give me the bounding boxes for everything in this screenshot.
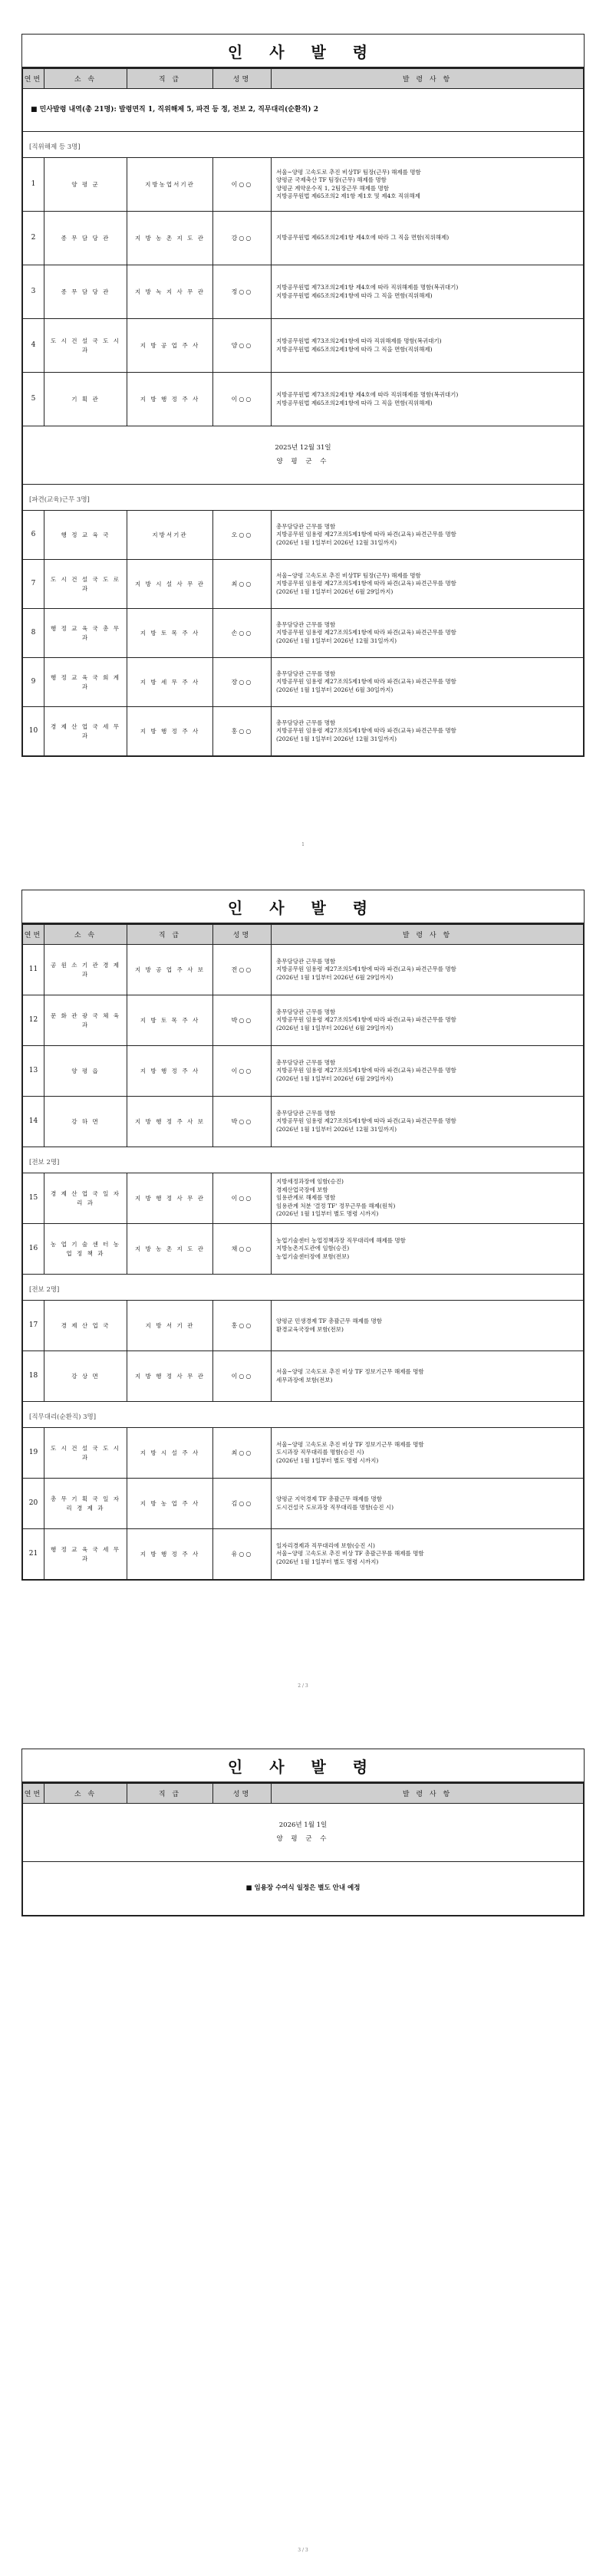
action-line: 양평군 국제축산 TF 팀장(근무) 해제를 명함 bbox=[276, 176, 387, 183]
row-name: 정○○ bbox=[213, 265, 272, 319]
action-line: (2026년 1월 1일부터 2026년 12월 31일까지) bbox=[276, 1125, 397, 1133]
action-line: (2026년 1월 1일부터 별도 명령 시까지) bbox=[276, 1210, 379, 1218]
document-title: 인 사 발 령 bbox=[227, 898, 379, 917]
table-body bbox=[23, 89, 584, 158]
table-row bbox=[23, 265, 584, 319]
row-name: 장○○ bbox=[213, 658, 272, 707]
action-line: 환경교육국장에 보함(전보) bbox=[276, 1325, 344, 1333]
table-row bbox=[23, 609, 584, 658]
row-name: 오○○ bbox=[213, 511, 272, 560]
action-line: (2026년 1월 1일부터 2026년 6월 29일까지) bbox=[276, 973, 394, 981]
row-rank: 지 방 행 정 주 사 bbox=[127, 373, 213, 426]
row-rank: 지 방 세 무 주 사 bbox=[127, 658, 213, 707]
table-row bbox=[23, 1301, 584, 1351]
table-row bbox=[23, 945, 584, 995]
header-dept: 소 속 bbox=[44, 925, 127, 945]
header-dept: 소 속 bbox=[44, 1784, 127, 1804]
row-name: 강○○ bbox=[213, 212, 272, 265]
row-number: 13 bbox=[23, 1046, 44, 1097]
header-name: 성명 bbox=[213, 69, 272, 89]
row-rank: 지 방 행 정 주 사 bbox=[127, 1046, 213, 1097]
action-line: 농업기술센터 농업정책과장 직무대리에 해제를 명함 bbox=[276, 1236, 406, 1244]
action-line: 총무담당관 근무를 명함 bbox=[276, 1109, 336, 1117]
row-rank: 지 방 공 업 주 사 bbox=[127, 319, 213, 373]
row-action bbox=[272, 1173, 584, 1224]
row-name: 홍○○ bbox=[213, 1301, 272, 1351]
group-heading: [전보 2명] bbox=[23, 1275, 584, 1301]
row-department: 강 하 면 bbox=[44, 1097, 127, 1147]
row-action bbox=[272, 658, 584, 707]
row-department: 도 시 건 설 국 도 로 과 bbox=[44, 560, 127, 609]
header-no: 연번 bbox=[23, 925, 44, 945]
row-name: 이○○ bbox=[213, 158, 272, 212]
row-rank: 지 방 토 목 주 사 bbox=[127, 609, 213, 658]
row-name: 양○○ bbox=[213, 319, 272, 373]
row-action bbox=[272, 212, 584, 265]
action-line: 임용관계 처분 '결정 TF' 정무근무를 해제(원칙) bbox=[276, 1202, 396, 1209]
action-line: 총무담당관 근무를 명함 bbox=[276, 719, 336, 726]
appointment-table-3 bbox=[22, 1783, 584, 1916]
action-line: 서울~양평 고속도로 추진 비상 TF 정보기근무 해제를 명함 bbox=[276, 1440, 424, 1448]
row-action bbox=[272, 945, 584, 995]
row-action bbox=[272, 1351, 584, 1402]
row-department: 경 제 산 업 국 bbox=[44, 1301, 127, 1351]
row-name: 이○○ bbox=[213, 373, 272, 426]
action-line: 지방공무원 임용령 제27조의5제1항에 따라 파견(교육) 파견근무를 명함 bbox=[276, 531, 456, 538]
action-line: 지방공무원법 제65조의2제1항에 따라 그 직을 면함(직위해제) bbox=[276, 345, 433, 353]
ceremony-note: ■ 임용장 수여식 일정은 별도 안내 예정 bbox=[23, 1862, 584, 1916]
table-row bbox=[23, 511, 584, 560]
summary-line: ■ 민사발령 내역(총 21명): 발령면직 1, 직위해제 5, 파견 등 정, 전보 2, 직무대리(순환직) 2 bbox=[23, 89, 584, 132]
row-department: 문 화 관 광 국 체 육 과 bbox=[44, 995, 127, 1046]
row-department: 행 정 교 육 국 세 무 과 bbox=[44, 1529, 127, 1580]
row-department: 도 시 건 설 국 도 시 과 bbox=[44, 319, 127, 373]
row-number: 21 bbox=[23, 1529, 44, 1580]
rows-section bbox=[23, 1428, 584, 1580]
row-number: 15 bbox=[23, 1173, 44, 1224]
row-department: 행 정 교 육 국 회 계 과 bbox=[44, 658, 127, 707]
header-rank: 직 급 bbox=[127, 925, 213, 945]
action-line: 지방공무원 임용령 제27조의5제1항에 따라 파견(교육) 파견근무를 명함 bbox=[276, 678, 456, 686]
action-line: (2026년 1월 1일부터 2026년 6월 29일까지) bbox=[276, 1024, 394, 1031]
action-line: (2026년 1월 1일부터 2026년 12월 31일까지) bbox=[276, 735, 397, 742]
rows-section bbox=[23, 1301, 584, 1402]
action-line: (2026년 1월 1일부터 2026년 6월 29일까지) bbox=[276, 1074, 394, 1082]
group-heading: [전보 2명] bbox=[23, 1147, 584, 1173]
row-rank: 지 방 행 정 주 사 bbox=[127, 1529, 213, 1580]
action-line: 경제산업국장에 보함 bbox=[276, 1186, 328, 1193]
action-line: (2026년 1월 1일부터 2026년 6월 29일까지) bbox=[276, 587, 394, 595]
row-name: 유○○ bbox=[213, 1529, 272, 1580]
row-department: 종 무 담 당 관 bbox=[44, 212, 127, 265]
action-line: 총무담당관 근무를 명함 bbox=[276, 522, 336, 530]
row-number: 2 bbox=[23, 212, 44, 265]
group-heading: [직무대리(순환직) 3명] bbox=[23, 1402, 584, 1428]
row-name: 전○○ bbox=[213, 945, 272, 995]
row-number: 11 bbox=[23, 945, 44, 995]
row-rank: 지 방 서 기 관 bbox=[127, 1301, 213, 1351]
row-rank: 지 방 농 촌 지 도 관 bbox=[127, 212, 213, 265]
table-row bbox=[23, 1479, 584, 1529]
action-line: 지방공무원 임용령 제27조의5제1항에 따라 파견(교육) 파견근무를 명함 bbox=[276, 1016, 456, 1024]
row-action bbox=[272, 1301, 584, 1351]
rows-section bbox=[23, 158, 584, 426]
row-department: 경 제 산 업 국 일 자 리 과 bbox=[44, 1173, 127, 1224]
row-name: 이○○ bbox=[213, 1351, 272, 1402]
table-row bbox=[23, 560, 584, 609]
action-line: 지방공무원 임용령 제27조의5제1항에 따라 파견(교육) 파견근무를 명함 bbox=[276, 727, 456, 735]
title-bar bbox=[22, 35, 584, 68]
signatory: 양 평 군 수 bbox=[276, 457, 330, 466]
action-line: 총무담당관 근무를 명함 bbox=[276, 669, 336, 677]
date-line: 2026년 1월 1일 bbox=[278, 1821, 328, 1829]
table-row bbox=[23, 707, 584, 756]
row-action bbox=[272, 1479, 584, 1529]
row-name: 최○○ bbox=[213, 1428, 272, 1479]
row-department: 양 평 군 bbox=[44, 158, 127, 212]
header-no: 연번 bbox=[23, 69, 44, 89]
row-action bbox=[272, 1428, 584, 1479]
table-row bbox=[23, 1428, 584, 1479]
document-page-1 bbox=[21, 34, 585, 757]
row-rank: 지 방 행 정 주 사 보 bbox=[127, 1097, 213, 1147]
action-line: 지방공무원법 제73조의2제1항에 따라 직위해제를 명함(복귀대기) bbox=[276, 337, 442, 344]
table-row bbox=[23, 658, 584, 707]
row-number: 18 bbox=[23, 1351, 44, 1402]
row-rank: 지 방 행 정 주 사 bbox=[127, 707, 213, 756]
row-rank: 지 방 시 설 사 무 관 bbox=[127, 560, 213, 609]
row-department: 행 정 교 육 국 총 무 과 bbox=[44, 609, 127, 658]
row-number: 10 bbox=[23, 707, 44, 756]
page-number: 1 bbox=[301, 842, 305, 847]
action-line: 양평군 민생경제 TF 총괄근무 해제를 명함 bbox=[276, 1318, 383, 1324]
table-row bbox=[23, 1529, 584, 1580]
action-line: 양평군 지역경제 TF 총괄근무 해제를 명함 bbox=[276, 1495, 383, 1502]
action-line: 총무담당관 근무를 명함 bbox=[276, 957, 336, 965]
row-name: 홍○○ bbox=[213, 707, 272, 756]
date-line: 2025년 12월 31일 bbox=[275, 443, 331, 452]
group-heading: [직위해제 등 3명] bbox=[23, 132, 584, 158]
header-name: 성명 bbox=[213, 925, 272, 945]
row-department: 공 원 소 기 관 경 제 과 bbox=[44, 945, 127, 995]
document-page-2 bbox=[21, 890, 585, 1581]
document-title: 인 사 발 령 bbox=[227, 1757, 379, 1776]
action-line: 지방공무원법 제65조의2제1항 제4호에 따라 그 직을 면함(직위해제) bbox=[276, 234, 450, 242]
row-rank: 지 방 행 정 사 무 관 bbox=[127, 1351, 213, 1402]
row-number: 3 bbox=[23, 265, 44, 319]
document-page-3 bbox=[21, 1749, 585, 1916]
action-line: 서울~양평 고속도로 추진 비상TF 팀장(근무) 해제를 명함 bbox=[276, 168, 421, 176]
row-department: 기 획 관 bbox=[44, 373, 127, 426]
action-line: 지방공무원법 제73조의2제1항 제4호에 따라 직위해제를 명함(복귀대기) bbox=[276, 284, 459, 291]
row-number: 5 bbox=[23, 373, 44, 426]
action-line: (2026년 1월 1일부터 별도 명령 시까지) bbox=[276, 1558, 379, 1565]
header-action: 발 령 사 항 bbox=[272, 1784, 584, 1804]
row-rank: 지 방 농 촌 지 도 관 bbox=[127, 1224, 213, 1275]
row-action bbox=[272, 995, 584, 1046]
row-action bbox=[272, 1046, 584, 1097]
action-line: 양평군 계약운수직 1, 2팀장근무 해제를 명함 bbox=[276, 184, 390, 192]
signatory: 양 평 군 수 bbox=[276, 1834, 330, 1843]
row-action bbox=[272, 511, 584, 560]
action-line: 지방공무원 임용령 제27조의5제1항에 따라 파견(교육) 파견근무를 명함 bbox=[276, 1067, 456, 1074]
table-row bbox=[23, 373, 584, 426]
action-line: 임용관계로 해제를 명함 bbox=[276, 1194, 336, 1202]
rows-section bbox=[23, 511, 584, 756]
action-line: 세무과장에 보함(전보) bbox=[276, 1376, 333, 1383]
row-action bbox=[272, 265, 584, 319]
row-number: 16 bbox=[23, 1224, 44, 1275]
action-line: 서울~양평 고속도로 추진 비상 TF 정보기근무 해제를 명함 bbox=[276, 1368, 424, 1375]
action-line: 지방공무원 임용령 제27조의5제1항에 따라 파견(교육) 파견근무를 명함 bbox=[276, 1117, 456, 1125]
header-name: 성명 bbox=[213, 1784, 272, 1804]
row-number: 8 bbox=[23, 609, 44, 658]
row-department: 양 평 읍 bbox=[44, 1046, 127, 1097]
action-line: 지방농촌지도관에 임함(승진) bbox=[276, 1245, 350, 1252]
appointment-table-2 bbox=[22, 924, 584, 1580]
row-name: 이○○ bbox=[213, 1046, 272, 1097]
row-rank: 지 방 공 업 주 사 보 bbox=[127, 945, 213, 995]
row-action bbox=[272, 158, 584, 212]
document-title: 인 사 발 령 bbox=[227, 42, 379, 61]
rows-section bbox=[23, 1173, 584, 1275]
action-line: 지방세정과장에 임함(승진) bbox=[276, 1178, 344, 1186]
row-rank: 지 방 녹 지 사 무 관 bbox=[127, 265, 213, 319]
action-line: 일자리경제과 직무대리에 보함(승진 시) bbox=[276, 1541, 375, 1549]
appointment-table-1 bbox=[22, 68, 584, 756]
row-action bbox=[272, 319, 584, 373]
row-number: 17 bbox=[23, 1301, 44, 1351]
row-name: 손○○ bbox=[213, 609, 272, 658]
action-line: 도시건설국 도로과장 직무대리를 명함(승진 시) bbox=[276, 1503, 394, 1511]
action-line: 총무담당관 근무를 명함 bbox=[276, 1008, 336, 1015]
row-name: 김○○ bbox=[213, 1479, 272, 1529]
header-dept: 소 속 bbox=[44, 69, 127, 89]
table-row bbox=[23, 319, 584, 373]
group-heading: [파견(교육)근무 3명] bbox=[23, 485, 584, 511]
row-department: 도 시 건 설 국 도 시 과 bbox=[44, 1428, 127, 1479]
title-bar bbox=[22, 1749, 584, 1783]
rows-section bbox=[23, 945, 584, 1147]
action-line: (2026년 1월 1일부터 2026년 12월 31일까지) bbox=[276, 538, 397, 546]
header-no: 연번 bbox=[23, 1784, 44, 1804]
row-name: 최○○ bbox=[213, 560, 272, 609]
action-line: 총무담당관 근무를 명함 bbox=[276, 620, 336, 628]
table-header bbox=[23, 69, 584, 89]
header-action: 발 령 사 항 bbox=[272, 925, 584, 945]
action-line: 지방공무원법 제65조의2제1항에 따라 그 직을 면함(직위해제) bbox=[276, 291, 433, 299]
row-name: 이○○ bbox=[213, 1173, 272, 1224]
row-number: 9 bbox=[23, 658, 44, 707]
date-block bbox=[23, 1804, 584, 1862]
row-action bbox=[272, 609, 584, 658]
action-line: 지방공무원 임용령 제27조의5제1항에 따라 파견(교육) 파견근무를 명함 bbox=[276, 580, 456, 587]
row-action bbox=[272, 1224, 584, 1275]
table-row bbox=[23, 1046, 584, 1097]
row-number: 6 bbox=[23, 511, 44, 560]
action-line: 지방공무원법 제73조의2제1항 제4호에 따라 직위해제를 명함(복귀대기) bbox=[276, 391, 459, 398]
row-department: 경 제 산 업 국 세 무 과 bbox=[44, 707, 127, 756]
row-number: 20 bbox=[23, 1479, 44, 1529]
table-row bbox=[23, 212, 584, 265]
table-row bbox=[23, 1173, 584, 1224]
row-action bbox=[272, 1529, 584, 1580]
action-line: 지방공무원법 제65조의2제1항에 따라 그 직을 면함(직위해제) bbox=[276, 399, 433, 406]
row-number: 7 bbox=[23, 560, 44, 609]
row-number: 14 bbox=[23, 1097, 44, 1147]
row-number: 1 bbox=[23, 158, 44, 212]
row-rank: 지 방 시 설 주 사 bbox=[127, 1428, 213, 1479]
row-number: 4 bbox=[23, 319, 44, 373]
row-number: 19 bbox=[23, 1428, 44, 1479]
action-line: 지방공무원 임용령 제27조의5제1항에 따라 파견(교육) 파견근무를 명함 bbox=[276, 966, 456, 973]
row-name: 채○○ bbox=[213, 1224, 272, 1275]
row-action bbox=[272, 1097, 584, 1147]
table-header bbox=[23, 1784, 584, 1804]
action-line: 서울~양평 고속도로 추진 비상TF 팀장(근무) 해제를 명함 bbox=[276, 571, 421, 579]
row-department: 종 무 담 당 관 bbox=[44, 265, 127, 319]
action-line: (2026년 1월 1일부터 2026년 12월 31일까지) bbox=[276, 637, 397, 644]
row-rank: 지방농업서기관 bbox=[127, 158, 213, 212]
action-line: (2026년 1월 1일부터 별도 명령 시까지) bbox=[276, 1456, 379, 1464]
action-line: 지방공무원법 제65조의2 제1항 제1호 및 제4호 직위해제 bbox=[276, 192, 420, 199]
row-name: 박○○ bbox=[213, 1097, 272, 1147]
row-name: 박○○ bbox=[213, 995, 272, 1046]
header-rank: 직 급 bbox=[127, 1784, 213, 1804]
page-number: 2 / 3 bbox=[298, 1683, 308, 1689]
table-row bbox=[23, 1097, 584, 1147]
row-department: 강 상 면 bbox=[44, 1351, 127, 1402]
row-number: 12 bbox=[23, 995, 44, 1046]
table-header bbox=[23, 925, 584, 945]
table-row bbox=[23, 158, 584, 212]
date-block bbox=[23, 426, 584, 485]
page-number: 3 / 3 bbox=[298, 2548, 308, 2553]
row-rank: 지 방 행 정 사 무 관 bbox=[127, 1173, 213, 1224]
header-rank: 직 급 bbox=[127, 69, 213, 89]
table-row bbox=[23, 1224, 584, 1275]
row-department: 행 정 교 육 국 bbox=[44, 511, 127, 560]
action-line: 총무담당관 근무를 명함 bbox=[276, 1058, 336, 1066]
row-action bbox=[272, 560, 584, 609]
table-row bbox=[23, 1351, 584, 1402]
table-row bbox=[23, 995, 584, 1046]
header-action: 발 령 사 항 bbox=[272, 69, 584, 89]
action-line: 도시과장 직무대리를 명함(승진 시) bbox=[276, 1449, 364, 1456]
row-action bbox=[272, 707, 584, 756]
row-department: 농 업 기 술 센 터 농 업 정 책 과 bbox=[44, 1224, 127, 1275]
row-department: 총 무 기 획 국 일 자 리 경 제 과 bbox=[44, 1479, 127, 1529]
action-line: 농업기술센터장에 보함(전보) bbox=[276, 1252, 350, 1260]
action-line: (2026년 1월 1일부터 2026년 6월 30일까지) bbox=[276, 686, 394, 693]
row-rank: 지 방 농 업 주 사 bbox=[127, 1479, 213, 1529]
action-line: 서울~양평 고속도로 추진 비상 TF 총괄근무를 해제를 명함 bbox=[276, 1550, 424, 1558]
action-line: 지방공무원 임용령 제27조의5제1항에 따라 파견(교육) 파견근무를 명함 bbox=[276, 629, 456, 637]
title-bar bbox=[22, 890, 584, 924]
row-rank: 지 방 토 목 주 사 bbox=[127, 995, 213, 1046]
row-rank: 지방서기관 bbox=[127, 511, 213, 560]
row-action bbox=[272, 373, 584, 426]
